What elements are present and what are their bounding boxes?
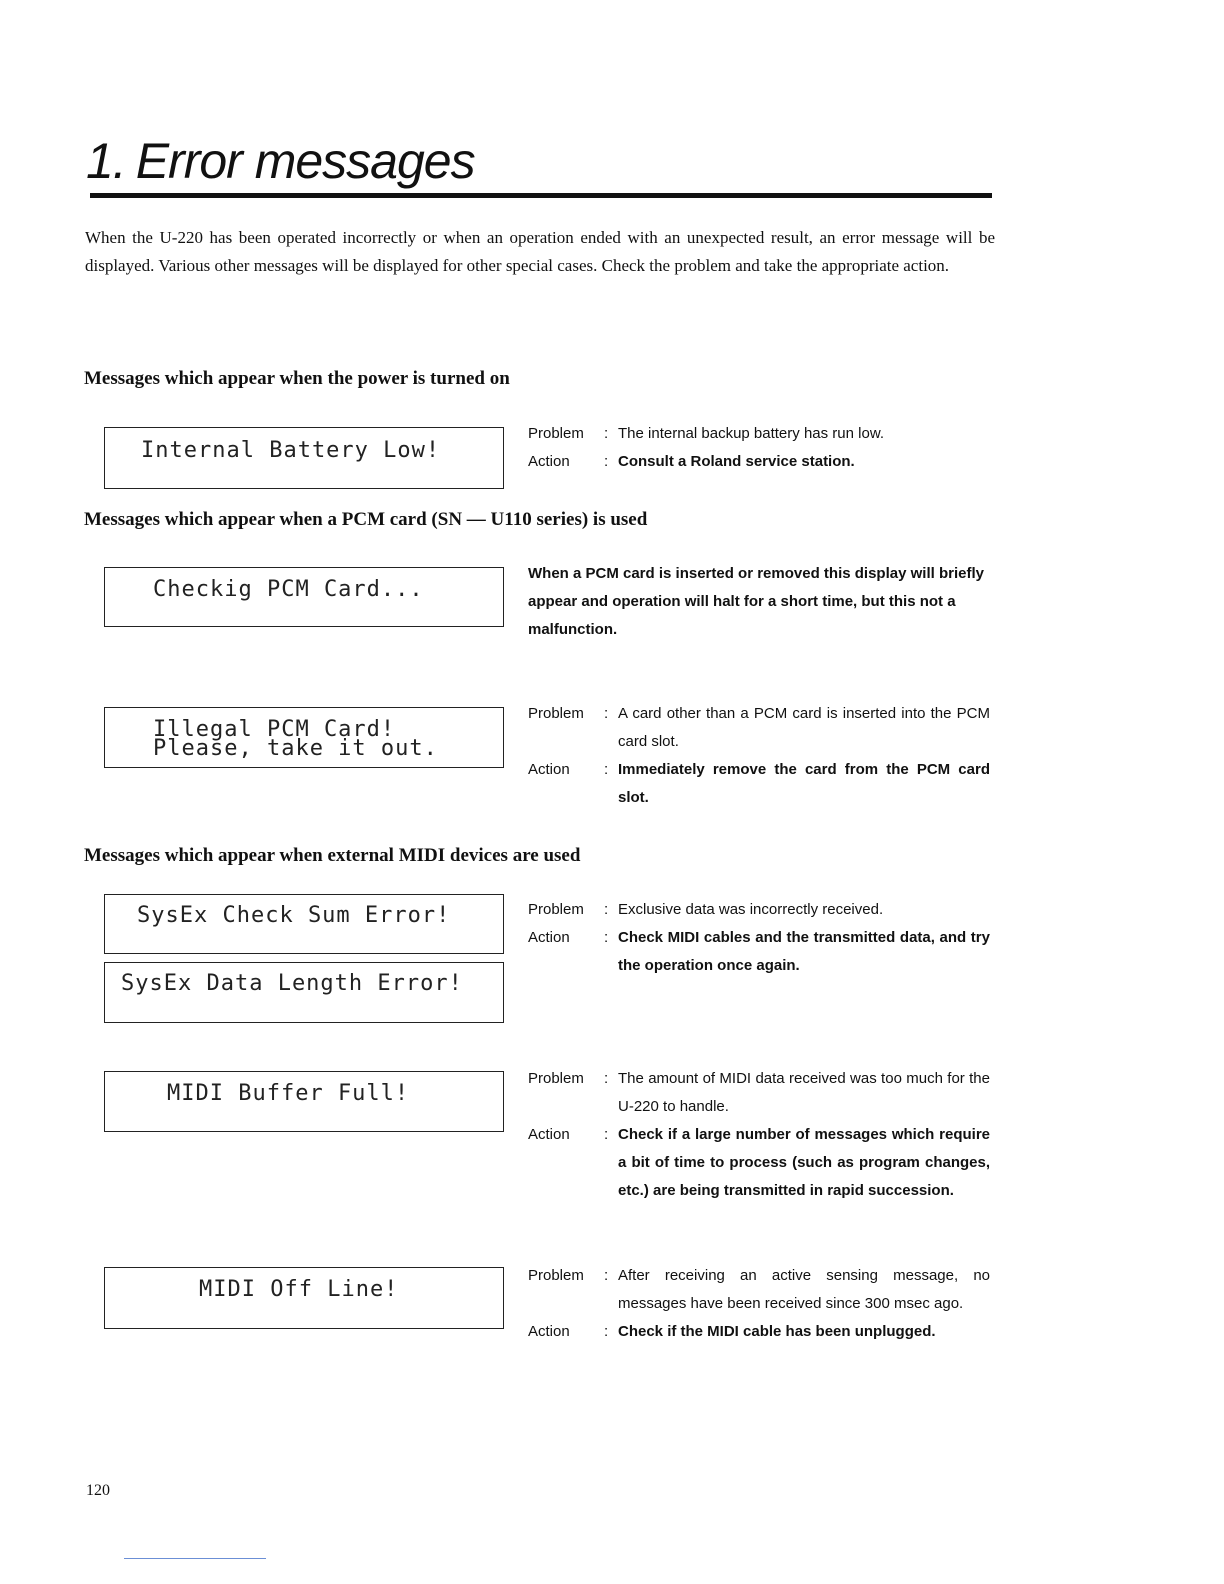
lcd-display-checking [104,567,504,627]
action-label: Action [528,453,570,470]
action-text: Consult a Roland service station. [618,453,855,470]
lcd-line: Checkig PCM Card... [153,577,424,602]
action-text: Check MIDI cables and the transmitted data, and try the operation once again. [618,929,990,974]
lcd-display-battery [104,427,504,489]
problem-text: After receiving an active sensing message, no messages have been received since 300 msec ago. [618,1267,990,1312]
lcd-line: SysEx Data Length Error! [121,971,463,996]
colon: : [604,1070,609,1087]
action-row [528,924,990,980]
message-desc-battery [528,420,990,476]
lcd-display-buffer-full [104,1071,504,1132]
message-desc-buffer-full [528,1065,990,1205]
colon: : [604,1267,609,1284]
problem-label: Problem [528,1070,584,1087]
colon: : [604,705,609,722]
action-text: Check if a large number of messages which require a bit of time to process (such as program changes, etc.) are being transmitted in rapid succession. [618,1126,990,1199]
problem-text: A card other than a PCM card is inserted into the PCM card slot. [618,705,990,750]
intro-paragraph: When the U-220 has been operated incorrectly or when an operation ended with an unexpected result, an error message will be displayed. Various other messages will be displayed for other special cases. Check the problem and take the appropriate action. [85,228,995,275]
page-number: 120 [86,1482,110,1499]
chapter-number: 1. [86,133,126,189]
message-desc-checking [528,560,990,644]
message-desc-illegal [528,700,990,812]
lcd-display-sysex-length [104,962,504,1023]
problem-label: Problem [528,425,584,442]
message-desc-offline [528,1262,990,1346]
colon: : [604,425,609,442]
problem-row [528,700,990,756]
page-title [86,132,475,190]
action-label: Action [528,1126,570,1143]
problem-row [528,1262,990,1318]
lcd-line: Please, take it out. [153,736,438,761]
chapter-title: Error messages [135,133,475,189]
colon: : [604,761,609,778]
footer-line [124,1558,266,1559]
lcd-line: SysEx Check Sum Error! [137,903,451,928]
action-row [528,1318,990,1346]
lcd-line: MIDI Off Line! [199,1277,399,1302]
colon: : [604,1126,609,1143]
action-text: Check if the MIDI cable has been unplugged. [618,1323,936,1340]
problem-text: Exclusive data was incorrectly received. [618,901,884,918]
lcd-line: MIDI Buffer Full! [167,1081,410,1106]
action-row [528,756,990,812]
section-heading-midi: Messages which appear when external MIDI devices are used [84,845,581,866]
action-row [528,1121,990,1205]
lcd-display-sysex-checksum [104,894,504,954]
action-text: Immediately remove the card from the PCM card slot. [618,761,990,806]
colon: : [604,453,609,470]
problem-label: Problem [528,705,584,722]
colon: : [604,1323,609,1340]
problem-row [528,1065,990,1121]
lcd-line: Illegal PCM Card! [153,717,396,742]
problem-label: Problem [528,901,584,918]
section-heading-pcm: Messages which appear when a PCM card (SN — U110 series) is used [84,509,648,530]
lcd-display-illegal [104,707,504,768]
lcd-display-offline [104,1267,504,1329]
problem-text: The amount of MIDI data received was too much for the U-220 to handle. [618,1070,990,1115]
lcd-line: Internal Battery Low! [141,438,441,463]
problem-row [528,896,990,924]
problem-text: The internal backup battery has run low. [618,425,884,442]
action-row [528,448,990,476]
action-label: Action [528,761,570,778]
note-text: When a PCM card is inserted or removed this display will briefly appear and operation will halt for a short time, but this not a malfunction. [528,565,984,638]
action-label: Action [528,1323,570,1340]
message-desc-sysex [528,896,990,980]
problem-label: Problem [528,1267,584,1284]
action-label: Action [528,929,570,946]
colon: : [604,901,609,918]
problem-row [528,420,990,448]
title-rule [90,193,992,198]
colon: : [604,929,609,946]
section-heading-power: Messages which appear when the power is turned on [84,368,510,389]
